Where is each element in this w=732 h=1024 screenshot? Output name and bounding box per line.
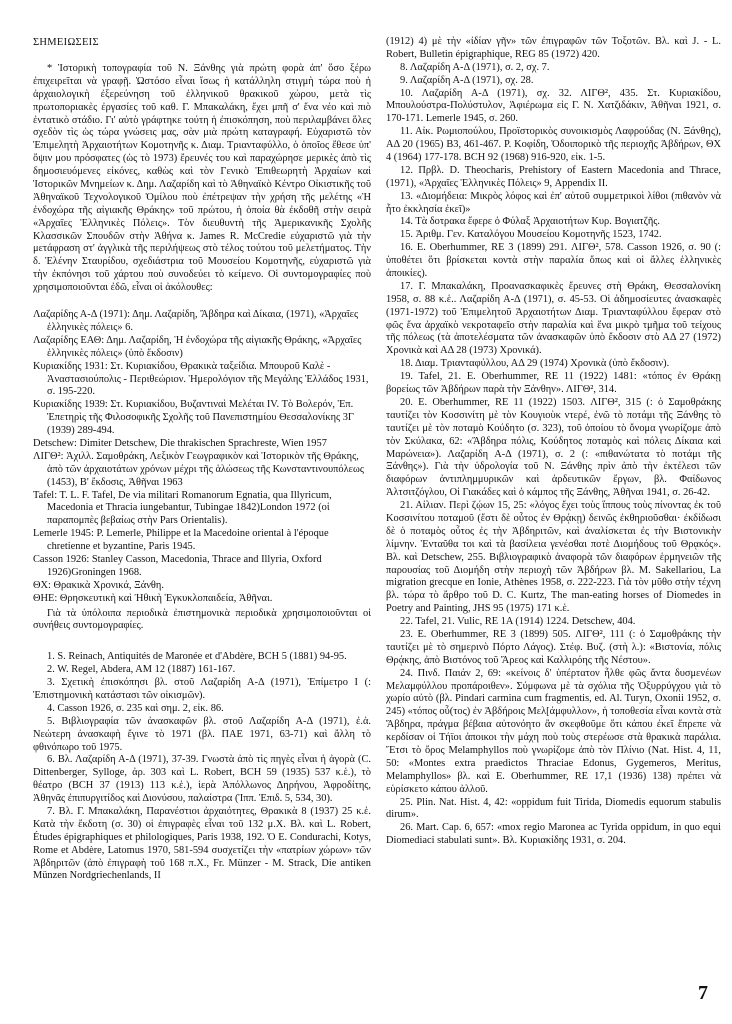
endnote: 7. Βλ. Γ. Μπακαλάκη, Παρανέστιοι ἀρχαιότητες, Θρακικὰ 8 (1937) 25 κ.ἑ. Κατὰ τὴν ἔκδοτη (σ. 30) οἱ ἐπιγραφὲς εἶναι τοῦ 132 μ.Χ. Βλ. καὶ L. Robert, Études épigraphiques et philologiques, Paris 1938, 192. Ὁ E. Condurachi, Kotys, Rome et Abdère, Latomus 1970, 581-594 συσχετίζει τὴν «πατρίων χώρων» τῶν Ἀβδηριτῶν (ἀπὸ ἐπιγραφὴ τοῦ 168 π.Χ., Fr. Münzer - M. Strack, Die antiken Münzen Nordgriechenlands, II bbox=[33, 806, 371, 882]
abbreviation-entry: Κυριακίδης 1939: Στ. Κυριακίδου, Βυζαντιναὶ Μελέται IV. Τὸ Βολερόν, Ἐπ. Ἐπετηρὶς τῆς Φιλοσοφικῆς Σχολῆς τοῦ Πανεπιστημίου Θεσσαλονίκης 3Γ (1939) 289-494. bbox=[33, 399, 354, 437]
endnote: 12. Πρβλ. D. Theocharis, Prehistory of Eastern Macedonia and Thrace, (1971), «Ἀρχαῖες Ἑλληνικὲς Πόλεις» 9, Appendix II. bbox=[386, 164, 721, 189]
endnotes-left bbox=[33, 651, 371, 883]
abbreviation-entry: ΘΧ: Θρακικὰ Χρονικά, Ξάνθη. bbox=[33, 579, 164, 591]
abbreviation-entry: ΘΗΕ: Θρησκευτικὴ καὶ Ἠθικὴ Ἐγκυκλοπαιδεία, Ἀθῆναι. bbox=[33, 592, 273, 604]
endnote-continuation: (1912) 4) μὲ τὴν «ἰδίαν γῆν» τῶν ἐπιγραφῶν τῶν Τοξοτῶν. Βλ. καὶ J. - L. Robert, Bulletin épigraphique, REG 85 (1972) 420. bbox=[386, 36, 721, 60]
endnote: 5. Βιβλιογραφία τῶν ἀνασκαφῶν βλ. στοῦ Λαζαρίδη Α-Δ (1971), ἐ.ἀ. Νεώτερη ἀνασκαφὴ ἔγινε τὸ 1971 (βλ. ΠΑΕ 1971, 63-71) καὶ ἄλλη τὸ φθινόπωρο τοῦ 1975. bbox=[33, 715, 371, 753]
abbreviation-entry: Λαζαρίδης Α-Δ (1971): Δημ. Λαζαρίδη, Ἄβδηρα καὶ Δίκαια, (1971), «Ἀρχαῖες ἑλληνικὲς πόλεις» 6. bbox=[33, 309, 359, 333]
endnote: 22. Tafel, 21. Vulic, RE 1A (1914) 1224. Detschew, 404. bbox=[400, 616, 636, 628]
endnote: 10. Λαζαρίδη Α-Δ (1971), σχ. 32. ΛΙΓΘ², 435. Στ. Κυριακίδου, Μπουλούστρα-Πολύστυλον, Ἀφιέρωμα εἰς Γ. Ν. Χατζιδάκιν, Ἀθῆναι 1921, σ. 170-171. Lemerle 1945, σ. 260. bbox=[386, 87, 721, 125]
endnote: 16. E. Oberhummer, RE 3 (1899) 291. ΛΙΓΘ², 578. Casson 1926, σ. 90 (: ὑποθέτει ὅτι βρίσκεται κοντὰ στὴν παραλία ὅπως καὶ οἱ ἄλλες ἑλληνικὲς ἀποικίες). bbox=[386, 242, 721, 280]
notes-heading: ΣΗΜΕΙΩΣΕΙΣ bbox=[33, 37, 99, 48]
endnote: 8. Λαζαρίδη Α-Δ (1971), σ. 2, σχ. 7. bbox=[400, 61, 550, 73]
abbreviation-entry: Tafel: T. L. F. Tafel, De via militari Romanorum Egnatia, qua Illyricum, Macedonia et Thracia iungebantur, Tubingae 1842)London 1972 (οἱ παραπομπὲς βεβαίως στὴν Pars Orientalis). bbox=[33, 489, 332, 527]
abbreviation-entry: Detschew: Dimiter Detschew, Die thrakischen Sprachreste, Wien 1957 bbox=[33, 437, 327, 449]
endnote: 2. W. Regel, Abdera, AM 12 (1887) 161-167. bbox=[47, 664, 236, 676]
abbreviation-entry: Λαζαρίδης ΕΑΘ: Δημ. Λαζαρίδη, Ἡ ἐνδοχώρα τῆς αἰγιακῆς Θράκης, «Ἀρχαῖες ἑλληνικὲς πόλεις» (ὑπὸ ἔκδοσιν) bbox=[33, 334, 362, 359]
endnote: 26. Mart. Cap. 6, 657: «mox regio Maronea ac Tyrida oppidum, in quo equi Diomediaci stabulati sunt». Βλ. Κυριακίδης 1931, σ. 204. bbox=[386, 822, 721, 847]
intro-note: * Ἱστορικὴ τοπογραφία τοῦ Ν. Ξάνθης γιὰ πρώτη φορὰ ἀπ' ὅσο ξέρω ἐπιχειρεῖται νὰ γραφῇ. Ὡστόσο εἶναι ἴσως ἡ κατάλληλη στιγμὴ τώρα ποὺ ἡ ἀρχαιολογικὴ ἐξερεύνηση τοῦ ἑλληνικοῦ θρακικοῦ χώρου, μετὰ τὶς πρωτοποριακὲς ἐργασίες τοῦ καθ. Γ. Μπακαλάκη, ἔχει μπῆ σ' ἕνα νέο καὶ πιὸ ἐντατικὸ στάδιο. Γι' αὐτὸ γράφτηκε τούτη ἡ ἐπισκόπηση, ποὺ περιλαμβάνει ὅλες σχεδὸν τὶς ὡς τώρα γνώσεις μας, σὰν μιὰ πρώτη καταγραφή. Εὐχαριστῶ τὸν Ἐπιμελητὴ Ἀρχαιοτήτων Κομοτηνῆς κ. Διαμ. Τριανταφύλλο, ὁ ὁποῖος ἔθεσε ὑπ' ὄψιν μου πρόσφατες (ὡς τὸ 1973) ἔρευνές του καὶ παραχώρησε μερικὲς ἀπὸ τὶς δημοσιευόμενες εἰκόνες, καθὼς καὶ τὸν Γενικὸ Ἐπιθεωρητὴ Ἀρχαίων καὶ Ἱστορικῶν Μνημείων κ. Δημ. Λαζαρίδη καὶ τὸ Ἀθηναϊκὸ Κέντρο Οἰκιστικῆς τοῦ Ἀθηναϊκοῦ Τεχνολογικοῦ Ὁμίλου ποὺ ἐπέτρεψαν τὴν χρήση τῆς μελέτης «Ἡ ἐνδοχώρα τῆς αἰγιακῆς Θράκης» τοῦ πρώτου, ἡ ὁποία θὰ ἐκδοθῆ στὴν σειρὰ «Ἀρχαῖες Ἑλληνικὲς Πόλεις». Τὸν διευθυντὴ τῆς Ἀμερικανικῆς Σχολῆς Κλασσικῶν Σπουδῶν στὴν Ἀθήνα κ. James R. McCredie εὐχαριστῶ γιὰ τὴν μετάφραση στ' ἀγγλικὰ τῆς περιλήψεως στὸ τέλος τούτου τοῦ μελετήματος. Τὴν δ. Ἑλένην Σταυρίδου, σχεδιάστρια τοῦ Μουσείου Κομοτηνῆς, εὐχαριστῶ γιὰ τὴν ἐκπόνησι τοῦ χάρτου ποὺ συνοδεύει τὸ κείμενο. Οἱ συντομογραφίες ποὺ χρησιμοποιοῦνται ἐδῶ, εἶναι οἱ ἀκόλουθες: bbox=[33, 63, 371, 294]
endnote: 21. Αἰλιαν. Περὶ ζῴων 15, 25: «λόγος ἔχει τοὺς ἵππους τοὺς πίνοντας ἐκ τοῦ Κοσσινίτου ποταμοῦ (ἔστι δὲ οὗτος ἐν Θρᾴκῃ) δεινῶς ἐκθηριοῦσθαι· ἐκδίδωσι δὲ ὁ ποταμὸς οὗτος ἐς τὴν Ἀβδηριτῶν, καὶ ἀναλίσκεται ἐς τὴν Βιστονικὴν λίμνην. Ἐνταῦθα τοι καὶ τὰ βασίλεια γενέσθαι ποτὲ Διομήδους τοῦ Θρᾳκός». Βλ. καὶ Detschew, 255. Βιβλιογραφικὸ ἀναφορὰ τῶν διαφόρων ἑρμηνειῶν τῆς παρουσίας τοῦ Διομήδη στὴν περιοχὴ τῶν Ἀβδήρων βλ. M. Sakellariou, La migration grecque en Ionie, Athènes 1958, σ. 222-223. Γιὰ τὸν μῦθο στὴν τέχνη βλ. τώρα τὸ ἄρθρο τοῦ D. C. Kurtz, The man-eating horses of Diomedes in Poetry and Painting, JHS 95 (1975) 171 κ.ἑ. bbox=[386, 500, 721, 615]
endnote: 17. Γ. Μπακαλάκη, Προανασκαφικὲς ἔρευνες στὴ Θράκη, Θεσσαλονίκη 1958, σ. 88 κ.ἑ.. Λαζαρίδη Α-Δ (1971), σ. 45-53. Οἱ ἀδημοσίευτες ἀνασκαφὲς (1971-1972) τοῦ Ἐπιμελητοῦ Ἀρχαιοτήτων Διαμ. Τριανταφύλλου ἔφεραν στὸ φῶς ἕνα ἀρχαϊκὸ νεκροταφεῖο στὴν παραλία καὶ ἕνα μικρὸ τμῆμα τοῦ τείχους τῆς πόλεως (τὰ ἀποτελέσματα τῶν ἀνασκαφῶν ὑπὸ ἔκδοσιν στὸ ΑΔ 27 (1972) Χρονικὰ καὶ ΑΔ 28 (1973) Χρονικά). bbox=[386, 280, 721, 357]
page-number: 7 bbox=[698, 982, 708, 1004]
endnote: 4. Casson 1926, σ. 235 καὶ σημ. 2, εἰκ. 86. bbox=[47, 702, 224, 714]
abbreviation-entry: Lemerle 1945: P. Lemerle, Philippe et la Macedoine oriental à l'époque chretienne et byzantine, Paris 1945. bbox=[33, 528, 329, 553]
right-column bbox=[386, 36, 721, 848]
endnote: 14. Τὰ δοτρακα ἔφερε ὁ Φύλαξ Ἀρχαιοτήτων Κυρ. Βογιατζῆς. bbox=[400, 216, 661, 228]
endnote: 18. Διαμ. Τριανταφύλλου, ΑΔ 29 (1974) Χρονικὰ (ὑπὸ ἔκδοσιν). bbox=[400, 358, 670, 370]
endnote: 11. Αἰκ. Ρωμιοπούλου, Προϊστορικὸς συνοικισμὸς Λαφρούδας (Ν. Ξάνθης), ΑΔ 20 (1965) Β3, 461-467. Ρ. Κοφίδη, Ὁδοιπορικὸ τῆς περιοχῆς Ἀβδήρων, ΘΧ 4 (1964) 177-178. BCH 92 (1968) 916-920, εἰκ. 1-5. bbox=[386, 126, 721, 164]
endnote: 20. E. Oberhummer, RE 11 (1922) 1503. ΛΙΓΘ², 315 (: ὁ Σαμοθράκης ταυτίζει τὸν Κοσσινίτη μὲ τὸν Κουγιοὺκ ντερέ, ἐνῶ τὸ ποτάμι τῆς Ξάνθης τὸ ταυτίζει μὲ τὸν ποταμὸ Κούδητο (σ. 323), τοῦ ὁποίου τὸ ὄνομα γνωρίζομε ἀπὸ τὸν Σκύλακα, 62: «Ἄβδηρα πόλις, Κούδητος ποταμὸς καὶ πόλεις Δίκαια καὶ Μαρώνεια»). Λαζαρίδη Α-Δ (1971), σ. 2 (: «πιθανώτατα τὸ ποτάμι τῆς Ξάνθης»). Γιὰ τὴν ὑδρολογία τοῦ Ν. Ξάνθης πρὶν ἀπὸ τὴν ἐκτέλεσι τῶν διαφόρων ἀντιπλημμυρικῶν καὶ ἀρδευτικῶν ἔργων, βλ. Φαίδωνος Ἀλτσιτζόγλου, Οἱ Γιακάδες καὶ ὁ κάμπος τῆς Ξάνθης, Ἀθῆναι 1941, σ. 26-42. bbox=[386, 396, 721, 499]
abbreviation-entry: ΛΙΓΘ²: Ἀχιλλ. Σαμοθράκη, Λεξικὸν Γεωγραφικὸν καὶ Ἱστορικὸν τῆς Θράκης, ἀπὸ τῶν ἀρχαιοτάτων χρόνων μέχρι τῆς ἁλώσεως τῆς Κωνσταντινουπόλεως (1453), Β' ἔκδοσις, Ἀθῆναι 1963 bbox=[33, 450, 364, 488]
endnote: 15. Ἀριθμ. Γεν. Καταλόγου Μουσείου Κομοτηνῆς 1523, 1742. bbox=[400, 229, 662, 241]
endnote: 6. Βλ. Λαζαρίδη Α-Δ (1971), 37-39. Γνωστὰ ἀπὸ τὶς πηγὲς εἶναι ἡ ἀγορὰ (C. Dittenberger, Sylloge, ἀρ. 303 καὶ L. Robert, BCH 59 (1935) 537 κ.ἑ.), τὸ θέατρο (BCH 37 (1913) 113 κ.ἑ.), ἱερὰ Ἀπόλλωνος Δηρήνου, Ἀφροδίτης, Ἀθηνᾶς ἐπιπυργιτίδος καὶ Διονύσου, παλαίστρα (Ἱππ. Ἐπιδ. 5, 534, 30). bbox=[33, 754, 371, 805]
endnote: 1. S. Reinach, Antiquités de Maronée et d'Abdère, BCH 5 (1881) 94-95. bbox=[47, 651, 347, 663]
endnote: 24. Πινδ. Παιάν 2, 69: «κείνοις δ' ὑπέρτατον ἦλθε φῶς ἄντα δυσμενέων Μελαμφύλλου προπάροιθεν». Σύμφωνα μὲ τὰ σχόλια τῆς Ὀξυρρύγχου γιὰ τὸ χωρίο αὐτὸ (βλ. Pindari carmina cum fragmentis, ed. Al. Turyn, Oxonii 1952, σ. 245) «τόπος οὗ(τος) ἐν Ἀβδήροις Μελ[άμφυλλον», ἡ τοποθεσία εἶναι κοντὰ στὰ Ἄβδηρα, πράγμα βέβαια αὐτονόητο ἂν σκεφθοῦμε ὅτι κάπου ἐκεῖ ἔπρεπε νὰ κερδίσαν οἱ Τήϊοι ἀποικοι τὴν μάχη ποὺ τοὺς στερέωσε στὰ θρακικὰ παράλια. Ἔτσι τὸ ὄρος Melamphyllos ποὺ γνωρίζομε ἀπὸ τὸν Πλίνιο (Nat. Hist. 4, 11, 50: «Montes extra praedictos Thraciae Edonus, Gygemeros, Meritus, Melamphyllos» βλ. καὶ E. Oberhummer, RE 17,1 (1936) 138) πρέπει νὰ εὑρίσκετο κάπου ἀλλοῦ. bbox=[386, 667, 721, 795]
abbreviation-note: Γιὰ τὰ ὑπόλοιπα περιοδικὰ ἐπιστημονικὰ περιοδικὰ χρησιμοποιοῦνται οἱ συνήθεις συντομογραφίες. bbox=[33, 607, 371, 632]
abbreviation-entry: Κυριακίδης 1931: Στ. Κυριακίδου, Θρακικὰ ταξείδια. Μπουροῦ Καλὲ - Ἀναστασιούπολις - Περιθεώριον. Ἡμερολόγιον τῆς Μεγάλης Ἑλλάδος 1931, σ. 195-220. bbox=[33, 360, 369, 398]
endnote: 3. Σχετικὴ ἐπισκόπησι βλ. στοῦ Λαζαρίδη Α-Δ (1971), Ἐπίμετρο I (: Ἐπιστημονικὴ κατάστασι τῶν οἰκισμῶν). bbox=[33, 677, 371, 701]
endnote: 13. «Διομήδεια: Μικρὸς λόφος καὶ ἐπ' αὐτοῦ συμμετρικοὶ λίθοι (πιθανὸν νὰ ἦτο ἐκκλησία ἐκεῖ)» bbox=[386, 190, 721, 215]
abbreviation-entry: Casson 1926: Stanley Casson, Macedonia, Thrace and Illyria, Oxford 1926)Groningen 1968. bbox=[33, 553, 322, 578]
left-column bbox=[33, 36, 371, 883]
endnote: 23. E. Oberhummer, RE 3 (1899) 505. ΛΙΓΘ², 111 (: ὁ Σαμοθράκης τὴν ταυτίζει μὲ τὸ σημερινὸ Πόρτο Λάγος). Στέφ. Βυζ. (στὴ λ.): «Βιστονία, πόλις Θρᾴκης, ἀπὸ Βιστόνος τοῦ Ἄρεος καὶ Καλλιρόης τῆς Νέστου». bbox=[386, 628, 721, 666]
endnote: 9. Λαζαρίδη Α-Δ (1971), σχ. 28. bbox=[400, 74, 534, 86]
endnote: 19. Tafel, 21. E. Oberhummer, RE 11 (1922) 1481: «τόπος ἐν Θράκῃ βορείως τῶν Ἀβδήρων παρὰ τὴν Ξάνθην». ΛΙΓΘ², 314. bbox=[386, 371, 721, 396]
endnote: 25. Plin. Nat. Hist. 4, 42: «oppidum fuit Tirida, Diomedis equorum stabulis dirum». bbox=[386, 796, 721, 821]
abbreviation-list bbox=[33, 309, 371, 633]
